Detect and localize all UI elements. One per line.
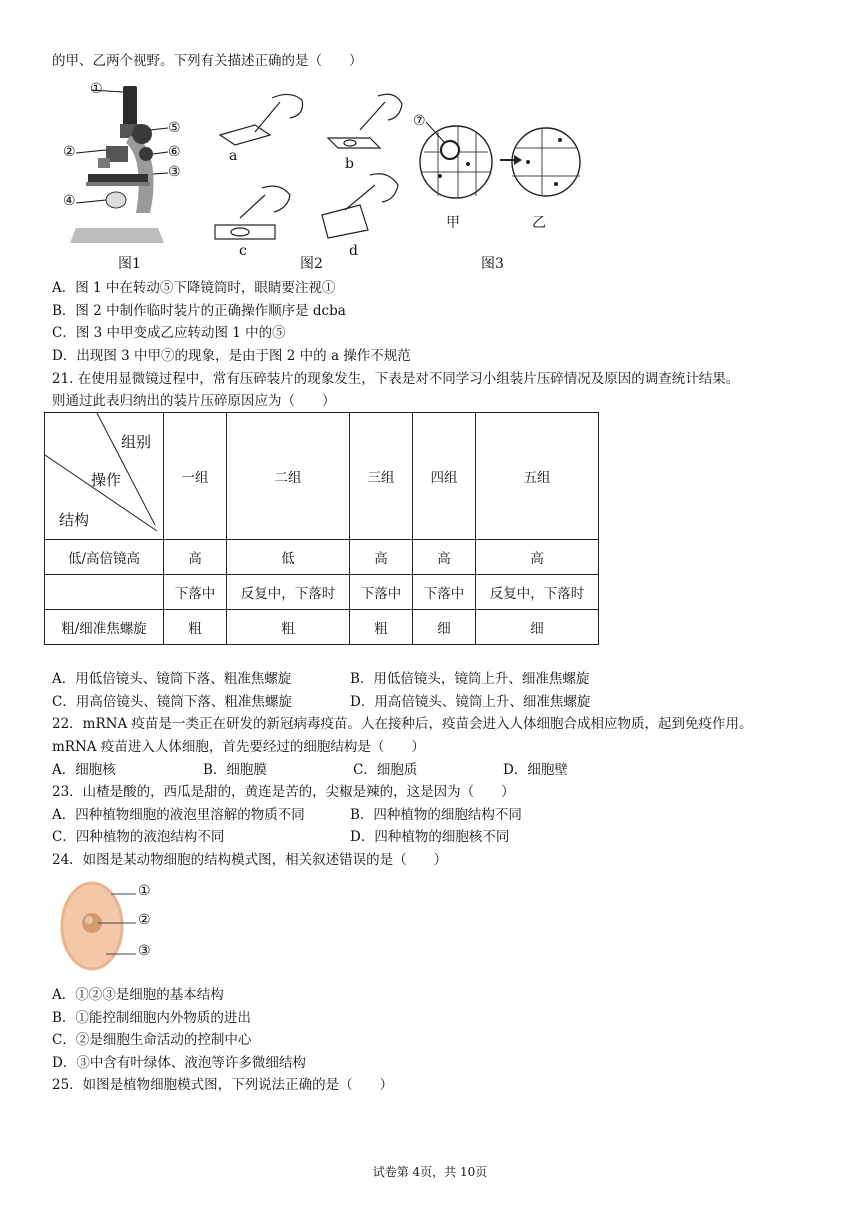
q21-option-d: D．用高倍镜头、镜筒上升、细准焦螺旋 — [350, 694, 591, 710]
row-label — [45, 575, 164, 610]
group-4: 四组 — [413, 413, 476, 540]
table-cell: 细 — [413, 610, 476, 645]
table-cell: 细 — [476, 610, 599, 645]
q21-stem-2: 则通过此表归纳出的装片压碎原因应为（ ） — [52, 393, 336, 409]
table-cell: 高 — [476, 540, 599, 575]
group-1: 一组 — [164, 413, 227, 540]
table-cell: 下落中 — [164, 575, 227, 610]
q21-option-c: C．用高倍镜头、镜筒下落、粗准焦螺旋 — [52, 694, 292, 710]
table-cell: 高 — [164, 540, 227, 575]
table-cell: 反复中，下落时 — [227, 575, 350, 610]
question-20-stem-end: 的甲、乙两个视野。下列有关描述正确的是（ ） — [52, 53, 363, 69]
header-structure: 结构 — [59, 511, 90, 529]
group-5: 五组 — [476, 413, 599, 540]
table-cell: 高 — [413, 540, 476, 575]
q23-option-d: D．四种植物的细胞核不同 — [350, 829, 510, 845]
slide-steps-figure — [210, 90, 410, 250]
header-group: 组别 — [121, 433, 152, 451]
group-2: 二组 — [227, 413, 350, 540]
header-operation: 操作 — [91, 471, 122, 489]
q22-option-a: A．细胞核 — [52, 762, 116, 778]
q24-option-b: B．①能控制细胞内外物质的进出 — [52, 1010, 251, 1026]
label-5: ⑤ — [168, 120, 181, 136]
q20-option-a: A．图 1 中在转动⑤下降镜筒时，眼睛要注视① — [52, 280, 336, 296]
row-label: 低/高倍镜高 — [45, 540, 164, 575]
q22-option-b: B．细胞膜 — [203, 762, 267, 778]
label-6: ⑥ — [168, 144, 181, 160]
q24-option-a: A．①②③是细胞的基本结构 — [52, 987, 224, 1003]
survey-table — [44, 412, 599, 645]
label-4: ④ — [63, 193, 76, 209]
q22-option-c: C．细胞质 — [353, 762, 418, 778]
table-cell: 下落中 — [413, 575, 476, 610]
q22-option-d: D．细胞壁 — [503, 762, 568, 778]
figure-1-caption: 图1 — [118, 256, 141, 272]
q23-option-a: A．四种植物细胞的液泡里溶解的物质不同 — [52, 807, 305, 823]
table-corner-header — [45, 413, 164, 540]
q20-option-d: D．出现图 3 中甲⑦的现象，是由于图 2 中的 a 操作不规范 — [52, 348, 411, 364]
label-1: ① — [90, 81, 103, 97]
table-row — [45, 575, 599, 610]
table-cell: 高 — [350, 540, 413, 575]
table-cell: 反复中，下落时 — [476, 575, 599, 610]
q21-option-a: A．用低倍镜头、镜筒下落、粗准焦螺旋 — [52, 671, 292, 687]
row-label: 粗/细准焦螺旋 — [45, 610, 164, 645]
table-row — [45, 610, 599, 645]
q24-option-d: D．③中含有叶绿体、液泡等许多微细结构 — [52, 1055, 306, 1071]
q24-option-c: C．②是细胞生命活动的控制中心 — [52, 1032, 252, 1048]
cell-label-3: ③ — [138, 943, 151, 959]
step-a-label: a — [229, 148, 238, 164]
page-footer: 试卷第 4页，共 10页 — [372, 1165, 488, 1179]
q22-stem-2: mRNA 疫苗进入人体细胞，首先要经过的细胞结构是（ ） — [52, 739, 425, 755]
figure-3-caption: 图3 — [481, 256, 504, 272]
q24-stem: 24．如图是某动物细胞的结构模式图，相关叙述错误的是（ ） — [52, 852, 448, 868]
q25-stem: 25．如图是植物细胞模式图，下列说法正确的是（ ） — [52, 1077, 394, 1093]
step-b-label: b — [345, 156, 354, 172]
table-row — [45, 540, 599, 575]
cell-label-2: ② — [138, 912, 151, 928]
microscope-figure — [58, 78, 168, 273]
cell-label-1: ① — [138, 883, 151, 899]
group-3: 三组 — [350, 413, 413, 540]
figure-2-caption: 图2 — [300, 256, 323, 272]
table-cell: 粗 — [350, 610, 413, 645]
q21-option-b: B．用低倍镜头，镜筒上升、细准焦螺旋 — [350, 671, 590, 687]
label-3: ③ — [168, 164, 181, 180]
q23-option-b: B．四种植物的细胞结构不同 — [350, 807, 522, 823]
q23-option-c: C．四种植物的液泡结构不同 — [52, 829, 225, 845]
q20-option-c: C．图 3 中甲变成乙应转动图 1 中的⑤ — [52, 325, 286, 341]
view-jia-label: 甲 — [446, 215, 460, 231]
label-2: ② — [63, 144, 76, 160]
microscope-view-figure — [418, 112, 583, 217]
label-7: ⑦ — [413, 113, 426, 129]
table-cell: 下落中 — [350, 575, 413, 610]
step-c-label: c — [239, 243, 247, 259]
step-d-label: d — [349, 243, 358, 259]
table-cell: 粗 — [227, 610, 350, 645]
table-cell: 粗 — [164, 610, 227, 645]
view-yi-label: 乙 — [532, 215, 546, 231]
q23-stem: 23．山楂是酸的，西瓜是甜的，黄连是苦的，尖椒是辣的，这是因为（ ） — [52, 784, 515, 800]
q21-stem: 21. 在使用显微镜过程中，常有压碎装片的现象发生，下表是对不同学习小组装片压碎情况及原因的调查统计结果。 — [52, 371, 740, 387]
q22-stem: 22．mRNA 疫苗是一类正在研发的新冠病毒疫苗。人在接种后，疫苗会进入人体细胞合成相应物质，起到免疫作用。 — [52, 716, 753, 732]
q20-option-b: B．图 2 中制作临时装片的正确操作顺序是 dcba — [52, 303, 346, 319]
table-cell: 低 — [227, 540, 350, 575]
